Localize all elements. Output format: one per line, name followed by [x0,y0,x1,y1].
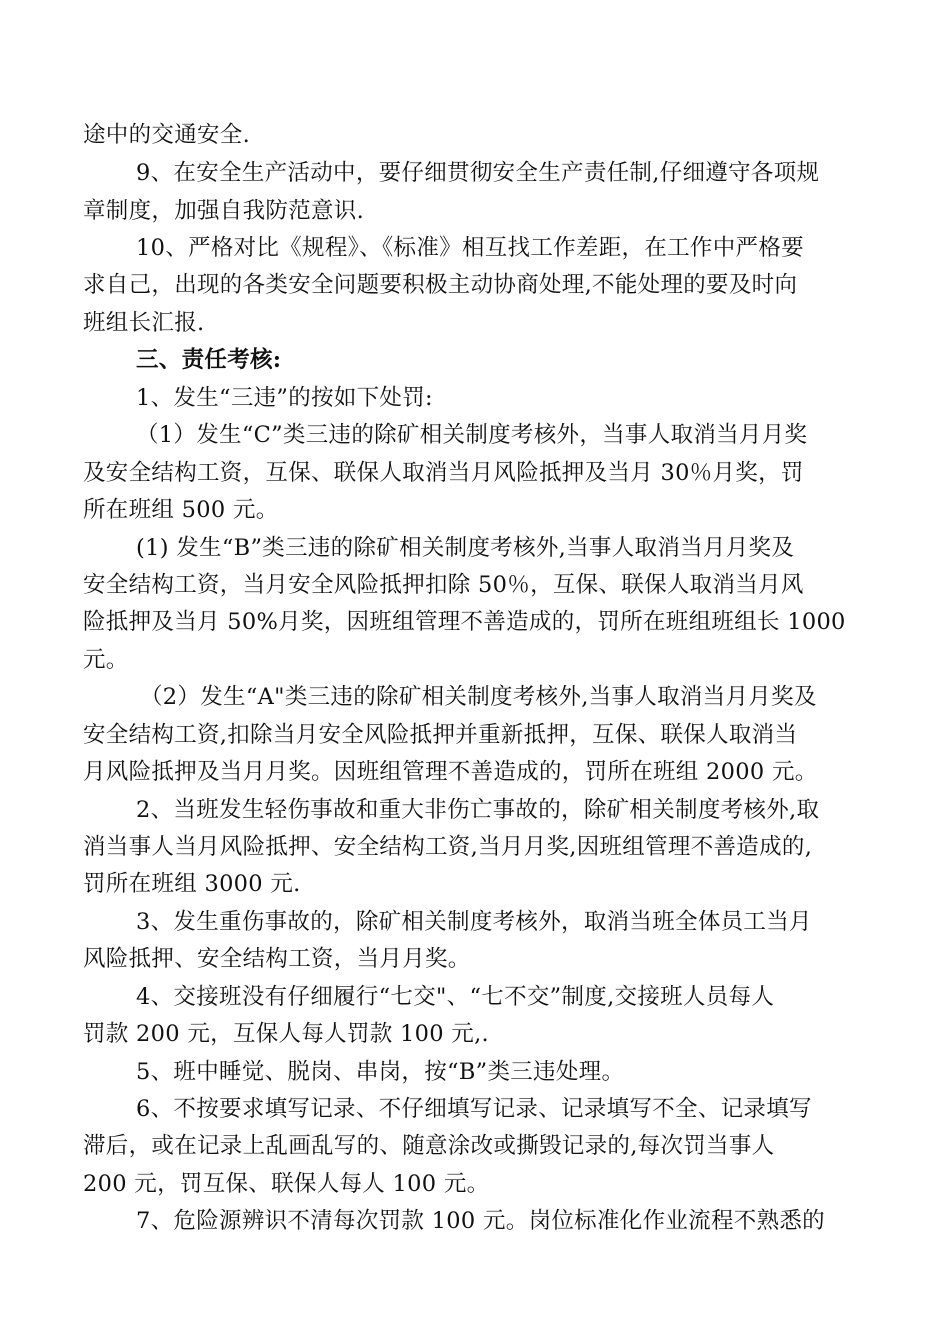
text-line: 安全结构工资，当月安全风险抵押扣除 50％，互保、联保人取消当月风 [83,572,804,598]
text-line: 滞后，或在记录上乱画乱写的、随意涂改或撕毁记录的,每次罚当事人 [83,1133,775,1159]
text-line: (1) 发生“B”类三违的除矿相关制度考核外,当事人取消当月月奖及 [136,535,795,561]
text-line: 3、发生重伤事故的，除矿相关制度考核外，取消当班全体员工当月 [136,909,812,935]
text-line: 元。 [83,647,129,673]
text-line: 所在班组 500 元。 [83,497,279,523]
text-line: 1、发生“三违”的按如下处罚: [136,385,433,411]
text-line: 罚所在班组 3000 元. [83,871,301,897]
text-line: 班组长汇报. [83,310,205,336]
text-line: 10、严格对比《规程》、《标准》相互找工作差距，在工作中严格要 [136,235,804,261]
text-line: 罚款 200 元，互保人每人罚款 100 元,. [83,1021,490,1047]
text-line: 求自己，出现的各类安全问题要积极主动协商处理,不能处理的要及时向 [83,272,798,298]
text-line: 月风险抵押及当月月奖。因班组管理不善造成的，罚所在班组 2000 元。 [83,759,818,785]
text-line: （1）发生“C”类三违的除矿相关制度考核外，当事人取消当月月奖 [136,422,808,448]
text-line: 2、当班发生轻伤事故和重大非伤亡事故的，除矿相关制度考核外,取 [136,797,820,823]
text-line: 9、在安全生产活动中，要仔细贯彻安全生产责任制,仔细遵守各项规 [136,160,820,186]
text-line: 途中的交通安全. [83,122,251,148]
text-line: 4、交接班没有仔细履行“七交"、“七不交”制度,交接班人员每人 [136,984,775,1010]
text-line: 6、不按要求填写记录、不仔细填写记录、记录填写不全、记录填写 [136,1096,812,1122]
text-line: 7、危险源辨识不清每次罚款 100 元。岗位标准化作业流程不熟悉的 [136,1208,825,1234]
text-line: 5、班中睡觉、脱岗、串岗，按“B”类三违处理。 [136,1059,625,1085]
text-line: 章制度，加强自我防范意识. [83,198,365,224]
text-line: 消当事人当月风险抵押、安全结构工资,当月月奖,因班组管理不善造成的, [83,834,813,860]
text-line: 风险抵押、安全结构工资，当月月奖。 [83,946,471,972]
text-line: （2）发生“A"类三违的除矿相关制度考核外,当事人取消当月月奖及 [140,684,817,710]
text-line: 险抵押及当月 50%月奖，因班组管理不善造成的，罚所在班组班组长 1000 [83,609,846,635]
text-line: 及安全结构工资，互保、联保人取消当月风险抵押及当月 30％月奖，罚 [83,460,804,486]
text-line: 安全结构工资,扣除当月安全风险抵押并重新抵押，互保、联保人取消当 [83,722,798,748]
section-heading: 三、责任考核: [136,347,282,373]
text-line: 200 元，罚互保、联保人每人 100 元。 [83,1171,490,1197]
